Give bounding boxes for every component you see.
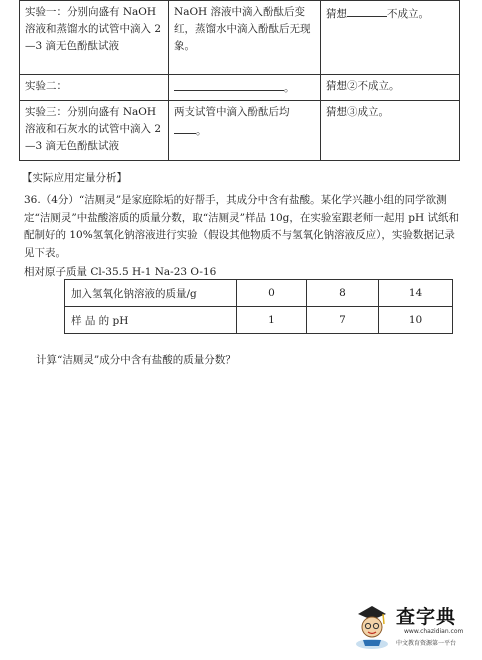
table-row <box>65 307 453 334</box>
logo-title: 查字典 <box>396 606 457 628</box>
table-row <box>20 1 460 75</box>
cell-value: 10 <box>379 307 453 334</box>
cell-value: 14 <box>379 280 453 307</box>
row-label: 加入氢氧化钠溶液的质量/g <box>65 280 237 307</box>
phenomenon-cell: 两支试管中滴入酚酞后均 。 <box>169 101 321 161</box>
step-cell: 实验二： <box>20 75 169 101</box>
question-text: 计算“洁厕灵”成分中含有盐酸的质量分数？ <box>36 354 236 366</box>
answer-blank[interactable] <box>174 78 284 91</box>
row-label: 样 品 的 pH <box>65 307 237 334</box>
conclusion-cell: 猜想 不成立。 <box>321 1 460 75</box>
conclusion-cell: 猜想②不成立。 <box>321 75 460 101</box>
logo-subtitle: 中文教育资源第一平台 <box>396 640 457 647</box>
table-row <box>20 75 460 101</box>
table-row <box>65 280 453 307</box>
problem-text: 36.（4分）“洁厕灵”是家庭除垢的好帮手，其成分中含有盐酸。某化学兴趣小组的同学欲测定“洁厕灵”中盐酸溶质的质量分数，取“洁厕灵”样品 10g，在实验室跟老师一起用 pH 试纸和配制好的 10%氢氧化钠溶液进行实验（假设其他物质不与氢氧化钠溶液反应），实验数据记录见下表。 <box>24 194 459 259</box>
logo-url: www.chazidian.com <box>404 628 464 635</box>
site-logo <box>352 600 470 652</box>
conclusion-cell: 猜想③成立。 <box>321 101 460 161</box>
cell-value: 1 <box>237 307 307 334</box>
atomic-mass-note: 相对原子质量 Cl-35.5 H-1 Na-23 O-16 <box>24 266 217 278</box>
step-cell: 实验三：分别向盛有 NaOH 溶液和石灰水的试管中滴入 2—3 滴无色酚酞试液 <box>20 101 169 161</box>
cell-value: 0 <box>237 280 307 307</box>
cell-value: 7 <box>307 307 379 334</box>
answer-blank[interactable] <box>347 4 387 17</box>
mascot-icon <box>352 600 392 652</box>
section-title: 【实际应用定量分析】 <box>22 172 127 184</box>
experiment-table <box>19 0 460 161</box>
phenomenon-cell: NaOH 溶液中滴入酚酞后变红，蒸馏水中滴入酚酞后无现象。 <box>169 1 321 75</box>
step-cell: 实验一：分别向盛有 NaOH 溶液和蒸馏水的试管中滴入 2—3 滴无色酚酞试液 <box>20 1 169 75</box>
cell-value: 8 <box>307 280 379 307</box>
phenomenon-cell: 。 <box>169 75 321 101</box>
answer-blank[interactable] <box>174 121 196 134</box>
data-table <box>64 279 453 334</box>
table-row <box>20 101 460 161</box>
